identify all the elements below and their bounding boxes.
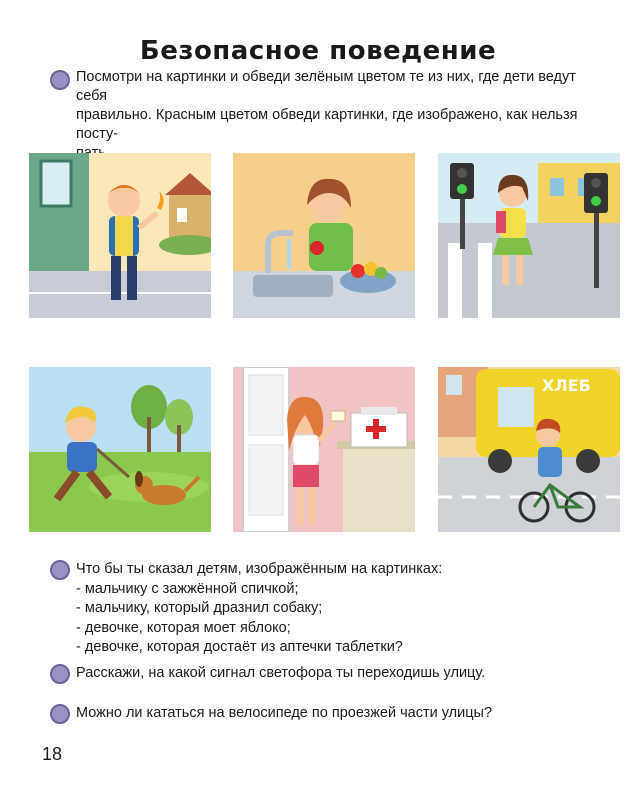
intro-line: правильно. Красным цветом обведи картинки, где изображено, как нельзя посту- [76,107,578,142]
girl-medicine-cabinet-picture [233,367,415,532]
question-1 [76,560,596,658]
boy-bicycle-road-picture [438,367,620,532]
girl-washing-apple-picture [233,153,415,318]
question-1-lead: Что бы ты сказал детям, изображённым на картинках: [76,561,443,577]
question-1-item: - мальчику, который дразнил собаку; [76,600,323,616]
question-3: Можно ли кататься на велосипеде по проезжей части улицы? [76,705,493,721]
bullet-icon [50,704,70,724]
boy-teasing-dog-picture [29,367,211,532]
bullet-icon [50,70,70,90]
boy-with-match-illustration [29,153,211,318]
girl-medicine-cabinet-illustration [233,367,415,532]
boy-with-match-picture [29,153,211,318]
girl-crossing-street-illustration [438,153,620,318]
intro-text [76,68,606,163]
page-number: 18 [42,744,63,764]
girl-washing-apple-illustration [233,153,415,318]
question-1-item: - мальчику с зажжённой спичкой; [76,580,299,597]
boy-bicycle-road-illustration [438,367,620,532]
bullet-icon [50,560,70,580]
boy-teasing-dog-illustration [29,367,211,532]
intro-line: Посмотри на картинки и обведи зелёным цветом те из них, где дети ведут себя [76,69,576,104]
truck-label: ХЛЕБ [542,376,591,395]
question-1-item: - девочке, которая достаёт из аптечки таблетки? [76,639,403,655]
page-title: Безопасное поведение [139,36,497,66]
girl-crossing-street-picture [438,153,620,318]
bullet-icon [50,664,70,684]
question-1-item: - девочке, которая моет яблоко; [76,619,291,636]
question-2: Расскажи, на какой сигнал светофора ты переходишь улицу. [76,665,486,681]
